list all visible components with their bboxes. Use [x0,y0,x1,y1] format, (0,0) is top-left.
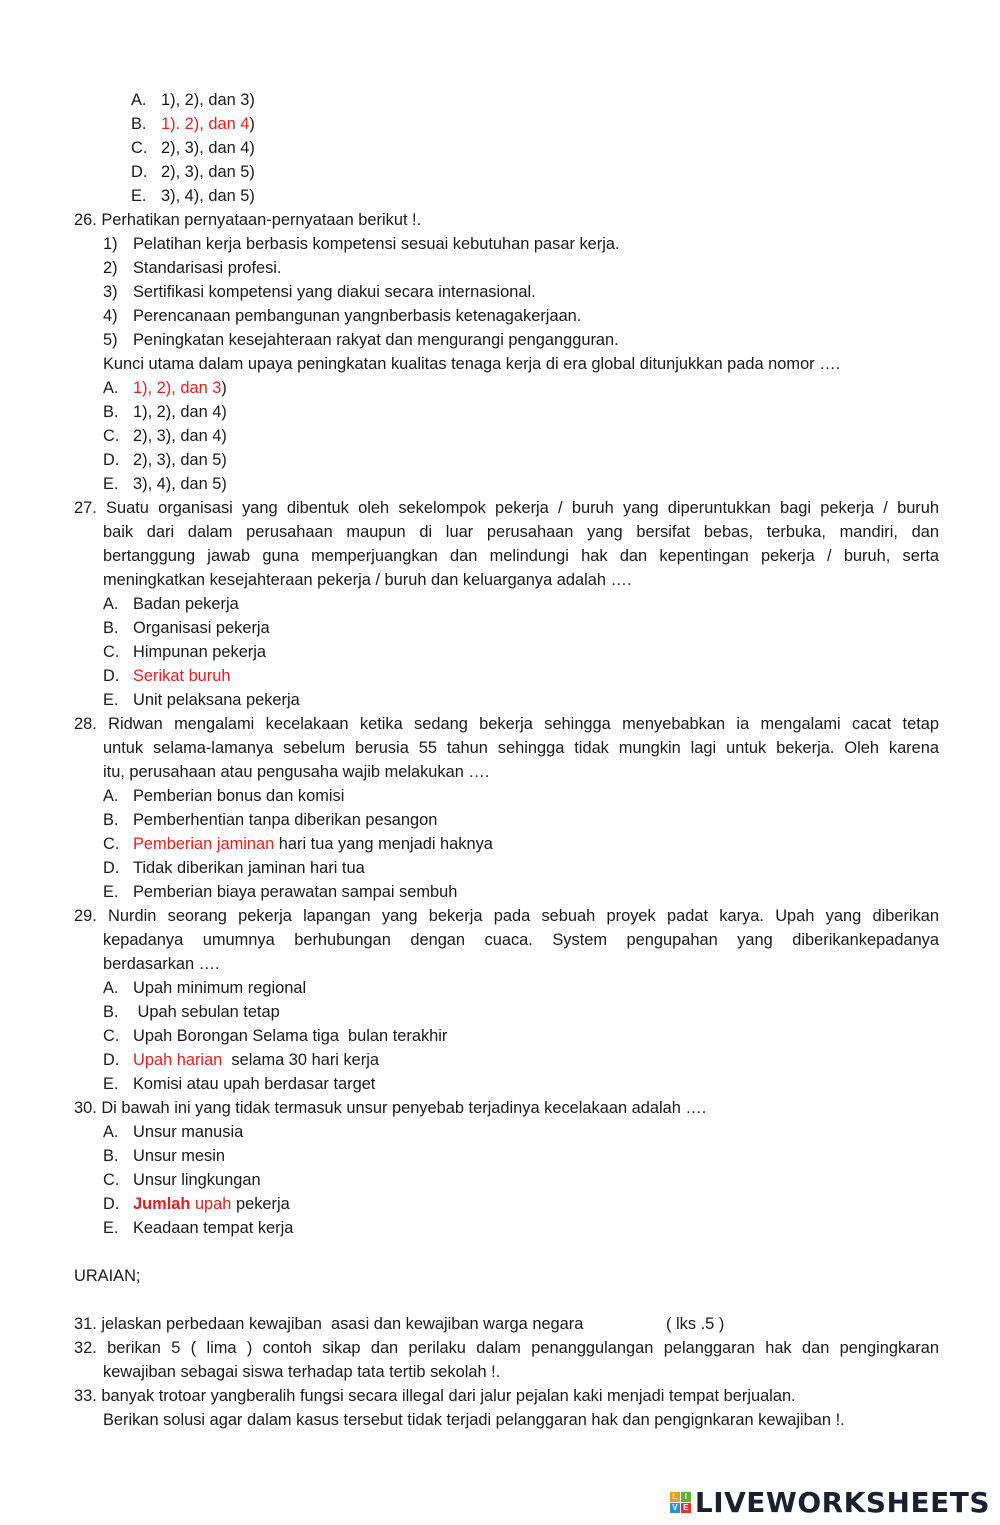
logo-letter: E [681,1503,691,1513]
question-stem-line: 28. Ridwan mengalami kecelakaan ketika sedang bekerja sehingga menyebabkan ia mengalami cacat tetap [74,715,939,733]
option-text: 1), 2), dan 3) [161,91,255,109]
option-text-answer: 1). 2), dan 4) [161,115,255,133]
statement-text: Standarisasi profesi. [133,259,282,277]
section-heading: URAIAN; [74,1267,141,1285]
option-letter: B. [103,403,119,421]
option-text: Unit pelaksana pekerja [133,691,300,709]
question-stem: 26. Perhatikan pernyataan-pernyataan berikut !. [74,211,422,229]
question-stem-line: bertanggung jawab guna memperjuangkan dan melindungi hak dan kepentingan pekerja / buruh, serta [103,547,939,565]
option-text: Unsur lingkungan [133,1171,261,1189]
option-text: Himpunan pekerja [133,643,267,661]
question-stem-line: 29. Nurdin seorang pekerja lapangan yang bekerja pada sebuah proyek padat karya. Upah yang diberikan [74,907,939,925]
option-letter: A. [103,379,119,397]
logo-wordmark: LIVEWORKSHEETS [694,1486,990,1519]
option-letter: D. [131,163,148,181]
logo-letter: I [681,1492,691,1502]
essay-reference: ( lks .5 ) [666,1315,725,1333]
question-stem-line: untuk selama-lamanya sebelum berusia 55 tahun sehingga tidak mungkin lagi untuk bekerja. Oleh karena [103,739,939,757]
question-stem-line: meningkatkan kesejahteraan pekerja / buruh dan keluarganya adalah …. [103,571,632,589]
option-letter: B. [103,619,119,637]
option-letter: D. [103,451,120,469]
statement-number: 1) [103,235,118,253]
option-letter: D. [103,1195,120,1213]
option-letter: A. [103,787,119,805]
statement-text: Pelatihan kerja berbasis kompetensi sesuai kebutuhan pasar kerja. [133,235,620,253]
option-text: Tidak diberikan jaminan hari tua [133,859,365,877]
option-text: 3), 4), dan 5) [133,475,227,493]
option-letter: B. [103,1147,119,1165]
question-stem-line: kepadanya umumnya berhubungan dengan cuaca. System pengupahan yang diberikankepadanya [103,931,939,949]
option-text: Keadaan tempat kerja [133,1219,294,1237]
option-letter: A. [103,1123,119,1141]
option-text: Komisi atau upah berdasar target [133,1075,376,1093]
option-text-answer: Serikat buruh [133,667,231,685]
option-letter: E. [103,883,119,901]
option-text: Unsur mesin [133,1147,225,1165]
question-stem-line: baik dari dalam perusahaan maupun di luar perusahaan yang bersifat bebas, terbuka, mandiri, dan [103,523,939,541]
option-letter: C. [103,1171,120,1189]
essay-question-32-cont: kewajiban sebagai siswa terhadap tata tertib sekolah !. [103,1363,501,1381]
option-text: 2), 3), dan 4) [133,427,227,445]
option-letter: E. [103,1219,119,1237]
option-letter: A. [103,595,119,613]
essay-question-33: 33. banyak trotoar yangberalih fungsi secara illegal dari jalur pejalan kaki menjadi tempat berjualan. [74,1387,796,1405]
statement-number: 4) [103,307,118,325]
option-text: 2), 3), dan 4) [161,139,255,157]
essay-question-31: 31. jelaskan perbedaan kewajiban asasi dan kewajiban warga negara [74,1315,584,1333]
essay-question-32: 32. berikan 5 ( lima ) contoh sikap dan perilaku dalam penanggulangan pelanggaran hak dan pengingkaran [74,1339,939,1357]
option-letter: C. [103,643,120,661]
option-letter: C. [103,1027,120,1045]
statement-text: Peningkatan kesejahteraan rakyat dan mengurangi pengangguran. [133,331,619,349]
option-letter: E. [103,1075,119,1093]
question-stem: 30. Di bawah ini yang tidak termasuk unsur penyebab terjadinya kecelakaan adalah …. [74,1099,707,1117]
option-text-answer: 1), 2), dan 3) [133,379,227,397]
option-text: Upah sebulan tetap [133,1003,280,1021]
option-text: Upah Borongan Selama tiga bulan terakhir [133,1027,448,1045]
option-text: 1), 2), dan 4) [133,403,227,421]
statement-text: Sertifikasi kompetensi yang diakui secara internasional. [133,283,536,301]
option-letter: C. [103,835,120,853]
option-text: Organisasi pekerja [133,619,270,637]
option-letter: B. [131,115,147,133]
option-text: Pemberian bonus dan komisi [133,787,345,805]
statement-number: 5) [103,331,118,349]
question-prompt: Kunci utama dalam upaya peningkatan kualitas tenaga kerja di era global ditunjukkan pada nomor …. [103,355,841,373]
option-text: 3), 4), dan 5) [161,187,255,205]
logo-letter: V [670,1503,680,1513]
logo-icon [670,1492,691,1513]
option-letter: E. [131,187,147,205]
option-letter: A. [131,91,147,109]
option-text: Upah minimum regional [133,979,307,997]
logo-letter: L [670,1492,680,1502]
essay-question-33-cont: Berikan solusi agar dalam kasus tersebut tidak terjadi pelanggaran hak dan pengignkaran kewajiban !. [103,1411,845,1429]
option-letter: A. [103,979,119,997]
option-letter: C. [131,139,148,157]
statement-text: Perencanaan pembangunan yangnberbasis ketenagakerjaan. [133,307,582,325]
question-stem-line: berdasarkan …. [103,955,220,973]
option-letter: C. [103,427,120,445]
option-letter: D. [103,667,120,685]
statement-number: 2) [103,259,118,277]
option-text-answer: Upah harian selama 30 hari kerja [133,1051,380,1069]
option-text: 2), 3), dan 5) [161,163,255,181]
option-text: 2), 3), dan 5) [133,451,227,469]
option-letter: E. [103,691,119,709]
option-text: Badan pekerja [133,595,239,613]
option-text: Pemberhentian tanpa diberikan pesangon [133,811,438,829]
option-letter: E. [103,475,119,493]
option-letter: B. [103,1003,119,1021]
liveworksheets-logo[interactable] [670,1486,990,1519]
option-letter: B. [103,811,119,829]
question-stem-line: 27. Suatu organisasi yang dibentuk oleh sekelompok pekerja / buruh yang diperuntukkan bagi pekerja / buruh [74,499,939,517]
option-letter: D. [103,1051,120,1069]
option-text-answer: Pemberian jaminan hari tua yang menjadi haknya [133,835,493,853]
option-text-answer: Jumlah upah pekerja [133,1195,290,1213]
option-letter: D. [103,859,120,877]
statement-number: 3) [103,283,118,301]
option-text: Pemberian biaya perawatan sampai sembuh [133,883,458,901]
question-stem-line: itu, perusahaan atau pengusaha wajib melakukan …. [103,763,490,781]
option-text: Unsur manusia [133,1123,244,1141]
